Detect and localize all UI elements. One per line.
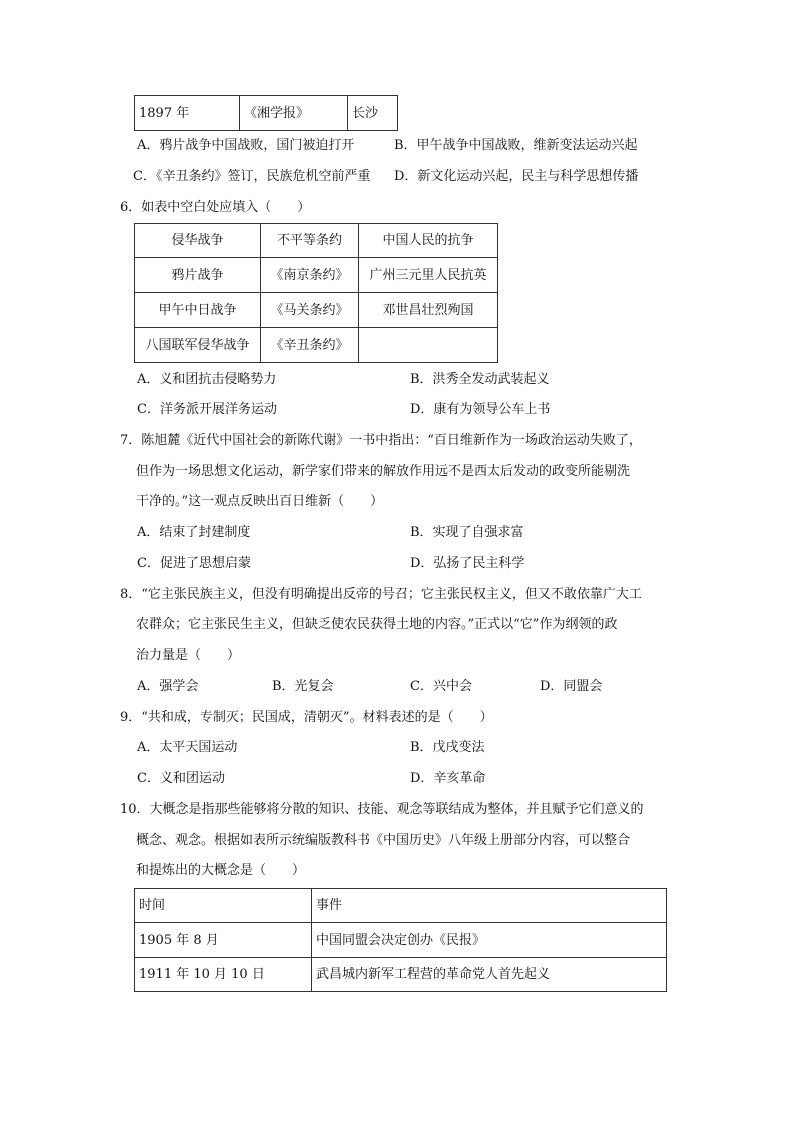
table-row bbox=[135, 258, 498, 293]
q6-option-a: A．义和团抗击侵略势力 bbox=[137, 372, 277, 387]
q5-option-a: A．鸦片战争中国战败，国门被迫打开 bbox=[137, 138, 355, 153]
q7-option-c: C．促进了思想启蒙 bbox=[137, 556, 251, 571]
q5-option-c: C．《辛丑条约》签订，民族危机空前严重 bbox=[133, 169, 371, 184]
table-cell: 1911 年 10 月 10 日 bbox=[135, 958, 312, 992]
q7-option-a: A．结束了封建制度 bbox=[137, 525, 251, 540]
q7-option-b: B．实现了自强求富 bbox=[410, 525, 524, 540]
table-cell: 鸦片战争 bbox=[135, 258, 261, 293]
q6-stem: 6．如表中空白处应填入（ ） bbox=[120, 200, 311, 215]
q9-stem: 9．“共和成，专制灭；民国成，清朝灭”。材料表述的是（ ） bbox=[120, 710, 493, 725]
table-row bbox=[135, 224, 498, 258]
table-cell: 邓世昌壮烈殉国 bbox=[359, 293, 498, 328]
table-cell: 《南京条约》 bbox=[261, 258, 359, 293]
table-row bbox=[135, 293, 498, 328]
table-cell: 《马关条约》 bbox=[261, 293, 359, 328]
q10-stem-line-3: 和提炼出的大概念是（ ） bbox=[136, 863, 306, 878]
q10-stem-line-2: 概念、观念。根据如表所示统编版教科书《中国历史》八年级上册部分内容，可以整合 bbox=[136, 833, 631, 848]
q6-option-b: B．洪秀全发动武装起义 bbox=[410, 372, 550, 387]
q8-option-a: A．强学会 bbox=[137, 679, 199, 694]
q8-stem-line-2: 农群众；它主张民生主义，但缺乏使农民获得土地的内容。”正式以“它”作为纲领的政 bbox=[136, 617, 618, 632]
table-cell: 长沙 bbox=[348, 96, 398, 131]
q10-table bbox=[134, 888, 667, 992]
q6-option-d: D．康有为领导公车上书 bbox=[410, 402, 551, 417]
q5-option-b: B．甲午战争中国战败，维新变法运动兴起 bbox=[394, 138, 638, 153]
q6-table bbox=[134, 223, 498, 363]
q7-stem-line-2: 但作为一场思想文化运动，新学家们带来的解放作用远不是西太后发动的政变所能剔洗 bbox=[136, 464, 631, 479]
table-cell: 八国联军侵华战争 bbox=[135, 328, 261, 363]
top-table bbox=[134, 95, 398, 131]
q9-option-a: A．太平天国运动 bbox=[137, 740, 238, 755]
q6-option-c: C．洋务派开展洋务运动 bbox=[137, 402, 277, 417]
table-cell: 1905 年 8 月 bbox=[135, 923, 312, 958]
q9-option-b: B．戊戌变法 bbox=[410, 740, 485, 755]
q8-stem-line-3: 治力量是（ ） bbox=[136, 648, 241, 663]
table-cell: 《辛丑条约》 bbox=[261, 328, 359, 363]
q5-option-d: D．新文化运动兴起，民主与科学思想传播 bbox=[394, 169, 639, 184]
q9-option-d: D．辛亥革命 bbox=[410, 771, 486, 786]
q8-option-d: D．同盟会 bbox=[540, 679, 603, 694]
q9-option-c: C．义和团运动 bbox=[137, 771, 225, 786]
table-header-cell: 不平等条约 bbox=[261, 224, 359, 258]
table-cell: 《湘学报》 bbox=[240, 96, 348, 131]
table-header-cell: 时间 bbox=[135, 889, 312, 923]
table-cell: 广州三元里人民抗英 bbox=[359, 258, 498, 293]
q10-stem-line-1: 10．大概念是指那些能够将分散的知识、技能、观念等联结成为整体，并且赋予它们意义的 bbox=[120, 802, 644, 817]
table-header-cell: 侵华战争 bbox=[135, 224, 261, 258]
table-row bbox=[135, 96, 398, 131]
q8-option-b: B．光复会 bbox=[272, 679, 334, 694]
table-cell: 1897 年 bbox=[135, 96, 240, 131]
q7-stem-line-1: 7．陈旭麓《近代中国社会的新陈代谢》一书中指出：“百日维新作为一场政治运动失败了， bbox=[120, 433, 642, 448]
table-row bbox=[135, 328, 498, 363]
table-cell: 甲午中日战争 bbox=[135, 293, 261, 328]
table-row bbox=[135, 923, 667, 958]
q8-stem-line-1: 8．“它主张民族主义，但没有明确提出反帝的号召；它主张民权主义，但又不敢依靠广大工 bbox=[120, 587, 642, 602]
q7-stem-line-3: 干净的。”这一观点反映出百日维新（ ） bbox=[136, 494, 384, 509]
q8-option-c: C．兴中会 bbox=[410, 679, 472, 694]
table-cell: 中国同盟会决定创办《民报》 bbox=[312, 923, 667, 958]
table-header-cell: 中国人民的抗争 bbox=[359, 224, 498, 258]
table-header-cell: 事件 bbox=[312, 889, 667, 923]
q7-option-d: D．弘扬了民主科学 bbox=[410, 556, 525, 571]
table-row bbox=[135, 889, 667, 923]
table-row bbox=[135, 958, 667, 992]
table-cell-blank bbox=[359, 328, 498, 363]
table-cell: 武昌城内新军工程营的革命党人首先起义 bbox=[312, 958, 667, 992]
